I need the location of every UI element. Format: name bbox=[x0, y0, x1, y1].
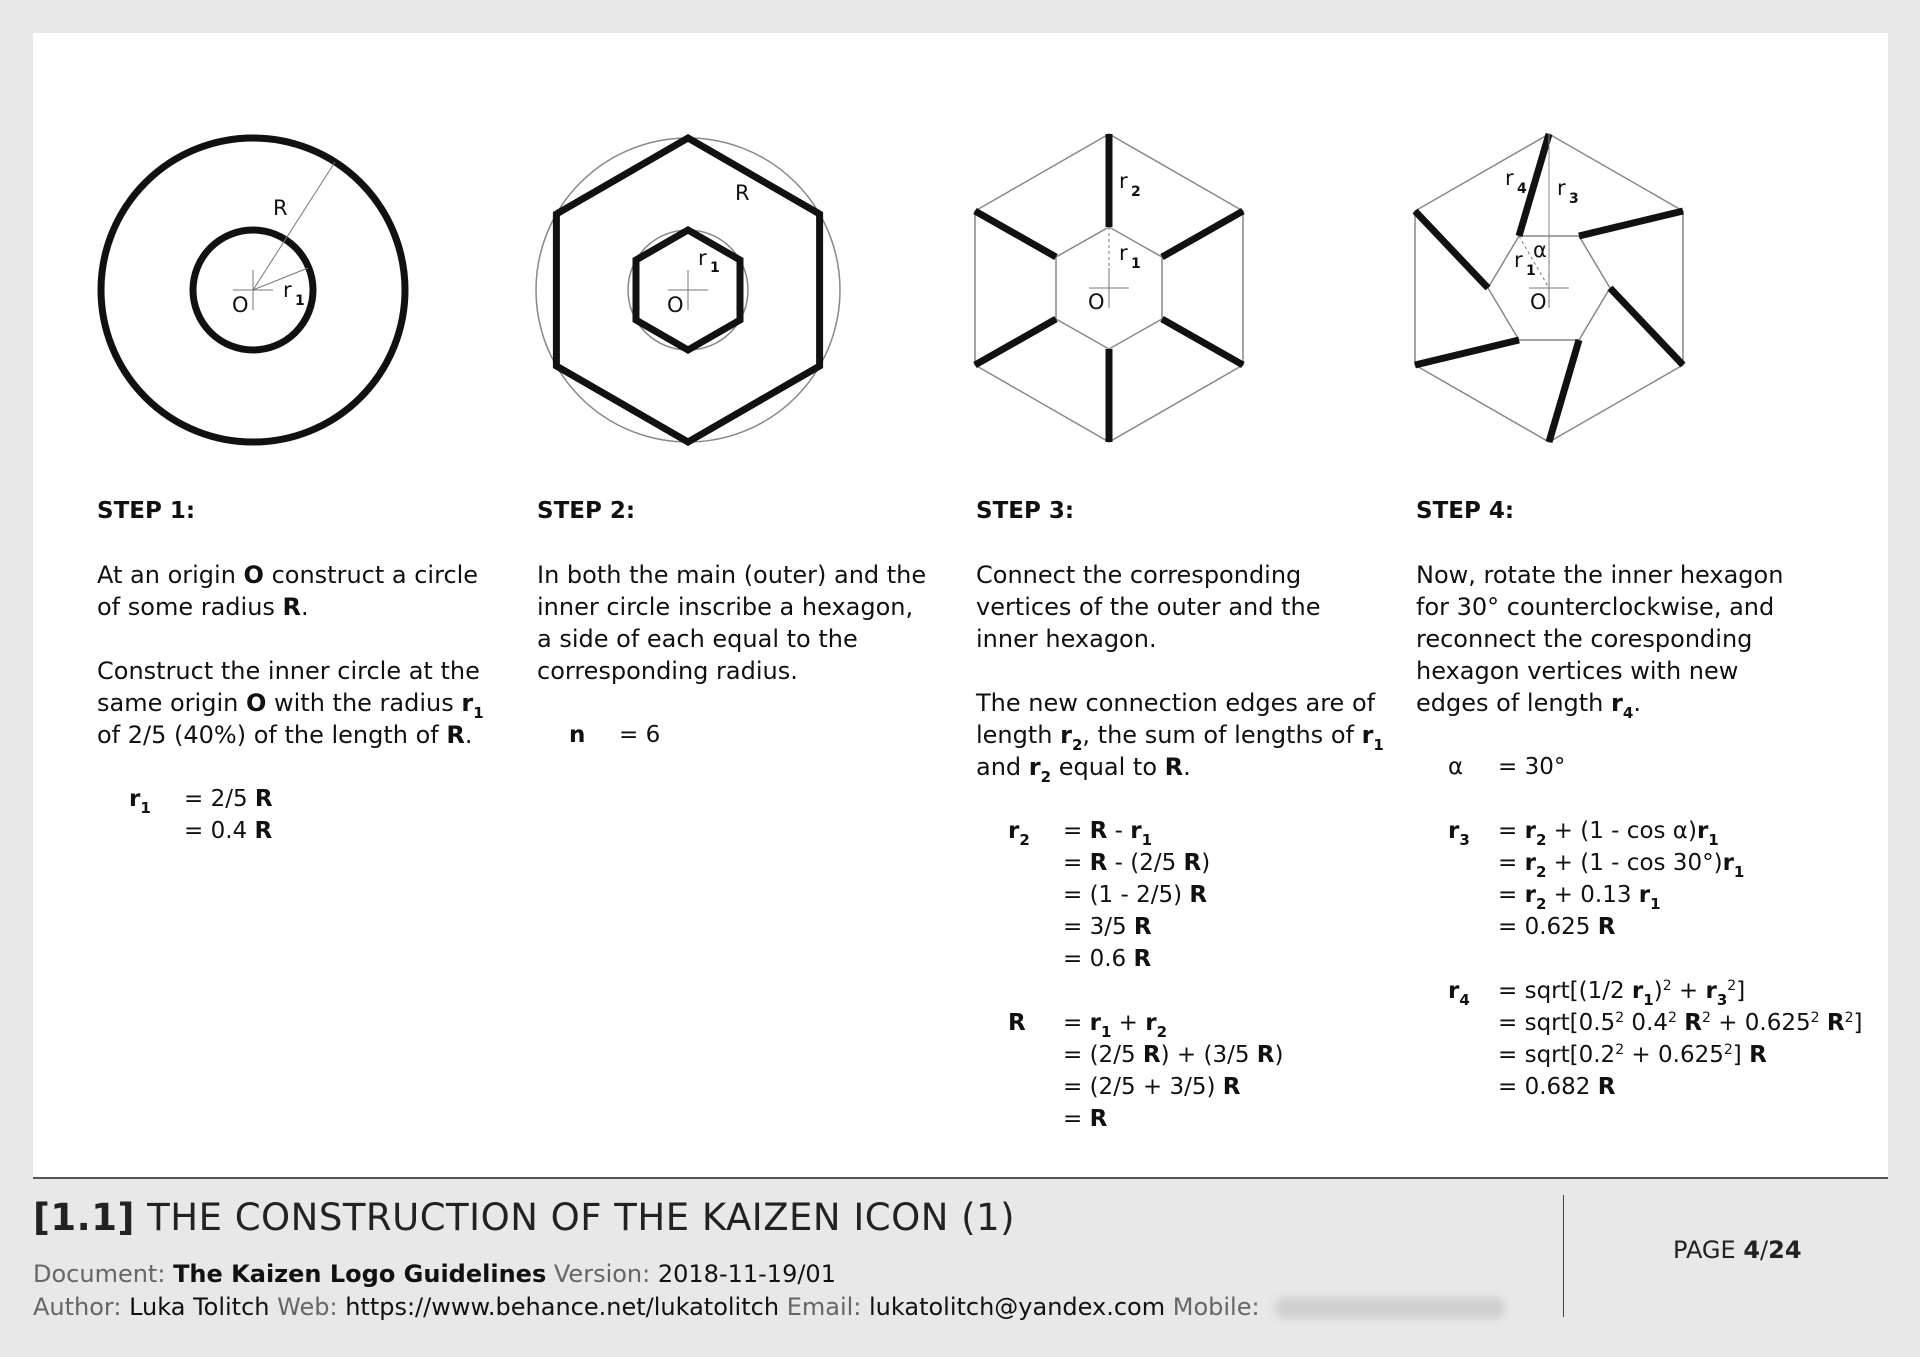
email-link[interactable]: lukatolitch@yandex.com bbox=[869, 1293, 1166, 1321]
step4-r3-equations: $r_3$ = $r_2 + (1 - \cos \alpha)r_1$ = $r_2 + (1 - \cos 30^\circ)r_1$ = $r_2 + 0.13$ $r_1$ = 0.625 R bbox=[1448, 818, 1745, 940]
step2-title: STEP 2: bbox=[537, 498, 636, 524]
section-title: THE CONSTRUCTION OF THE KAIZEN ICON (1) bbox=[147, 1196, 1016, 1239]
step4-alpha-equation: α = 30° bbox=[1448, 754, 1566, 780]
step3-figure bbox=[962, 120, 1302, 460]
author-info-line: Author: Luka Tolitch Web: https://www.behance.net/lukatolitch Email: lukatolitch@yandex.com Mobile: bbox=[33, 1293, 1505, 1321]
label-r2-sub: 2 bbox=[1131, 184, 1141, 200]
step3-R-equations: R = $r_1 + r_2$ = (2/5 R) + (3/5 R) = (2/5 + 3/5) R = R bbox=[1008, 1010, 1284, 1132]
step3-paragraph-1: Connect the corresponding vertices of the outer and the inner hexagon. bbox=[976, 561, 1321, 653]
label-r1-sub: 1 bbox=[710, 260, 720, 276]
page-indicator: PAGE 4/24 bbox=[1673, 1236, 1802, 1264]
step3-paragraph-2: The new connection edges are of length $r_2$, the sum of lengths of $r_1$ and $r_2$ equal to R. bbox=[976, 689, 1384, 786]
label-O: O bbox=[1530, 290, 1547, 314]
label-r1: r bbox=[1514, 248, 1523, 272]
label-O: O bbox=[232, 293, 249, 317]
step3-title: STEP 3: bbox=[976, 498, 1075, 524]
label-R: R bbox=[735, 181, 750, 205]
step3-r2-equations: $r_2$ = R - $r_1$ = R - (2/5 R) = (1 - 2/5) R = 3/5 R = 0.6 R bbox=[1008, 818, 1211, 972]
radius-R-line bbox=[253, 162, 335, 290]
label-alpha: α bbox=[1533, 238, 1547, 262]
label-r1: r bbox=[283, 278, 292, 302]
document-name: The Kaizen Logo Guidelines bbox=[173, 1260, 547, 1288]
step1-figure bbox=[83, 120, 423, 460]
label-r1-sub: 1 bbox=[1131, 256, 1141, 272]
step1-column bbox=[97, 495, 507, 879]
step1-equation: $r_1$ = 2/5 R = 0.4 R bbox=[129, 786, 273, 844]
section-heading bbox=[33, 1196, 1015, 1239]
step4-paragraph-1: Now, rotate the inner hexagon for 30° counterclockwise, and reconnect the coresponding hexagon vertices with new edges of length $r_4$. bbox=[1416, 561, 1784, 722]
mobile-redacted bbox=[1275, 1297, 1505, 1319]
step2-n-equation: n = 6 bbox=[569, 722, 661, 748]
label-R: R bbox=[273, 196, 288, 220]
label-r1-sub: 1 bbox=[295, 293, 305, 309]
label-O: O bbox=[1088, 290, 1105, 314]
footer-divider bbox=[1563, 1195, 1564, 1317]
section-number: [1.1] bbox=[33, 1196, 135, 1239]
step2-column bbox=[537, 495, 927, 751]
step4-column bbox=[1416, 495, 1863, 1135]
page-total: 24 bbox=[1768, 1236, 1802, 1264]
label-r1: r bbox=[1119, 241, 1128, 265]
label-r3-sub: 3 bbox=[1569, 191, 1579, 207]
step2-figure bbox=[523, 120, 863, 460]
author-name: Luka Tolitch bbox=[129, 1293, 270, 1321]
step2-paragraph-1: In both the main (outer) and the inner circle inscribe a hexagon, a side of each equal to the corresponding radius. bbox=[537, 561, 927, 685]
label-r1: r bbox=[698, 246, 707, 270]
label-r2: r bbox=[1119, 169, 1128, 193]
radius-r1-line bbox=[253, 268, 308, 290]
step4-figure bbox=[1402, 120, 1742, 460]
label-r4-sub: 4 bbox=[1517, 181, 1527, 197]
step1-paragraph-1: At an origin O construct a circle of some radius R. bbox=[97, 561, 479, 621]
step4-r4-equations: $r_4$ = sqrt[(1/2 $r_1)^2 + r_3^2$] = $sqrt[0.5^2$ $0.4^2$ $R^2 + 0.625^2$ $R^2$] = $sqrt[0.2^2 + 0.625^2]$ R = 0.682 R bbox=[1448, 978, 1863, 1100]
version-value: 2018-11-19/01 bbox=[657, 1260, 836, 1288]
step4-title: STEP 4: bbox=[1416, 498, 1515, 524]
step1-title: STEP 1: bbox=[97, 498, 196, 524]
label-r3: r bbox=[1557, 176, 1566, 200]
web-link[interactable]: https://www.behance.net/lukatolitch bbox=[345, 1293, 780, 1321]
page-current: 4 bbox=[1743, 1236, 1761, 1264]
document-info-line: Document: The Kaizen Logo Guidelines Version: 2018-11-19/01 bbox=[33, 1260, 836, 1288]
footer-rule bbox=[33, 1177, 1888, 1179]
label-O: O bbox=[667, 293, 684, 317]
step1-paragraph-2: Construct the inner circle at the same origin O with the radius $r_1$ of 2/5 (40%) of the length of R. bbox=[97, 657, 484, 749]
label-r4: r bbox=[1505, 166, 1514, 190]
step3-column bbox=[976, 495, 1386, 1167]
label-r1-sub: 1 bbox=[1526, 263, 1536, 279]
